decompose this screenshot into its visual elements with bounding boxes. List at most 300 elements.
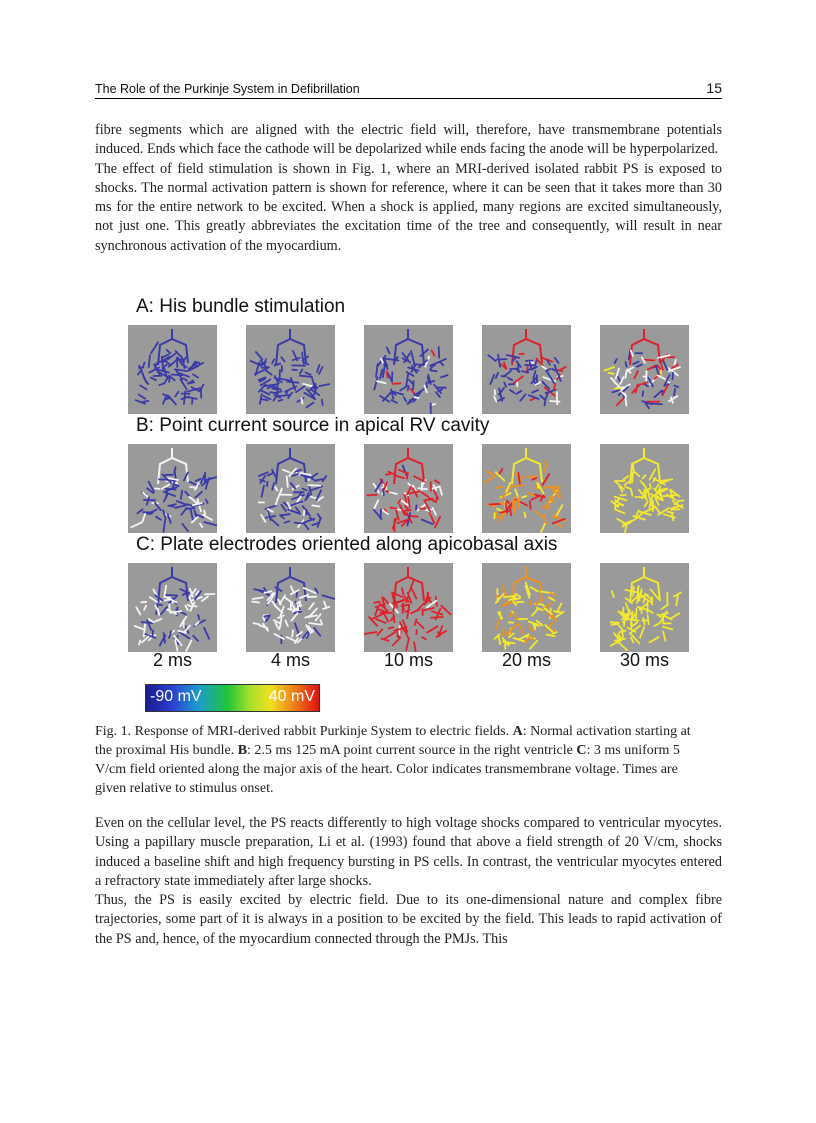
- fibre-segment: [504, 383, 506, 387]
- fibre-segment: [631, 490, 632, 495]
- fibre-segment: [521, 503, 527, 506]
- fibre-segment: [518, 473, 520, 485]
- fibre-segment: [183, 524, 188, 531]
- fibre-segment: [295, 470, 301, 472]
- fibre-segment: [514, 613, 517, 619]
- fibre-segment: [147, 620, 151, 630]
- fibre-segment: [612, 591, 614, 597]
- fibre-segment: [256, 352, 263, 360]
- fibre-segment: [435, 480, 440, 483]
- fibre-segment: [259, 472, 268, 476]
- fibre-segment: [676, 595, 678, 605]
- fibre-segment: [440, 362, 443, 365]
- fibre-segment: [196, 479, 201, 481]
- fibre-segment: [285, 521, 290, 523]
- fibre-segment: [431, 370, 437, 371]
- fibre-segment: [262, 399, 268, 400]
- fibre-segment: [385, 632, 395, 638]
- fibre-segment: [392, 400, 397, 403]
- fibre-segment: [280, 618, 282, 627]
- fibre-segment: [409, 380, 413, 384]
- fibre-segment: [264, 396, 271, 399]
- fibre-segment: [150, 597, 157, 602]
- fibre-segment: [678, 501, 684, 502]
- fibre-segment: [528, 367, 536, 370]
- fibre-segment: [264, 591, 271, 593]
- caption-label-a: A: [512, 724, 523, 739]
- fibre-segment: [429, 513, 434, 523]
- fibre-segment: [522, 496, 526, 498]
- fibre-segment: [143, 363, 144, 367]
- fibre-segment: [654, 391, 662, 398]
- fibre-segment: [431, 617, 443, 618]
- fibre-segment: [656, 485, 659, 489]
- fibre-segment: [267, 482, 268, 486]
- fibre-segment: [311, 474, 318, 478]
- fibre-segment: [188, 605, 192, 607]
- fibre-segment: [195, 492, 202, 498]
- fibre-segment: [142, 622, 153, 623]
- fibre-segment: [440, 487, 442, 495]
- fibre-segment: [625, 371, 626, 378]
- fibre-segment: [648, 615, 649, 624]
- fibre-segment: [193, 636, 198, 641]
- fibre-segment: [272, 483, 274, 490]
- fibre-segment: [643, 392, 644, 396]
- fibre-segment: [175, 392, 178, 396]
- fibre-segment: [640, 627, 644, 638]
- fibre-segment: [509, 612, 511, 617]
- fibre-segment: [283, 470, 290, 473]
- fibre-segment: [522, 371, 528, 372]
- fibre-segment: [281, 357, 284, 361]
- fibre-segment: [551, 496, 554, 500]
- purkinje-panel: [364, 563, 453, 652]
- fibre-segment: [291, 586, 293, 591]
- fibre-segment: [658, 375, 665, 379]
- fibre-segment: [163, 520, 165, 533]
- paragraph: Even on the cellular level, the PS reacts differently to high voltage shocks compared to ventricular myocytes. Using a papillary muscle preparation, Li et al. (1993) found that above a field strength of 20 V/cm, shocks induced a baseline shift and high frequency bursting in PS cells. In contrast, the ventricular myocytes entered a refractory state immediately after large shocks.: [95, 815, 722, 889]
- fibre-segment: [435, 517, 440, 528]
- his-bundle: [512, 448, 542, 484]
- fibre-segment: [142, 513, 145, 522]
- fibre-segment: [287, 476, 288, 487]
- fibre-segment: [514, 376, 523, 383]
- paragraph: Thus, the PS is easily excited by electric field. Due to its one-dimensional nature and complex fibre trajectories, some part of it is always in a position to be excited by the field. This leads to rapid activation of the PS and, hence, of the myocardium connected through the PMJs. This: [95, 892, 722, 947]
- fibre-segment: [436, 392, 440, 397]
- fibre-segment: [161, 607, 167, 614]
- fibre-segment: [630, 368, 634, 370]
- fibre-segment: [166, 492, 167, 498]
- fibre-segment: [206, 500, 208, 504]
- fibre-segment: [674, 386, 678, 387]
- fibre-segment: [634, 371, 637, 378]
- fibre-segment: [138, 370, 142, 375]
- fibre-segment: [373, 614, 384, 619]
- fibre-segment: [490, 504, 501, 505]
- fibre-segment: [615, 510, 624, 514]
- fibre-segment: [308, 485, 320, 486]
- fibre-segment: [139, 641, 140, 645]
- fibre-segment: [276, 498, 278, 504]
- purkinje-panel: [246, 444, 335, 533]
- fibre-segment: [407, 473, 408, 479]
- fibre-segment: [260, 394, 262, 404]
- purkinje-tree-drawing: [600, 325, 689, 414]
- fibre-segment: [279, 395, 290, 396]
- fibre-segment: [254, 589, 263, 591]
- fibre-segment: [633, 464, 634, 473]
- paragraph: fibre segments which are aligned with the electric field will, therefore, have transmembrane potentials induced. Ends which face the cathode will be depolarized while ends facing the anode will be hyperpolarized.: [95, 122, 722, 158]
- fibre-segment: [405, 506, 408, 509]
- purkinje-tree-drawing: [364, 444, 453, 533]
- fibre-segment: [177, 501, 187, 505]
- fibre-segment: [618, 642, 627, 651]
- fibre-segment: [541, 524, 545, 532]
- fibre-segment: [296, 508, 300, 513]
- fibre-segment: [660, 613, 668, 615]
- fibre-segment: [296, 386, 305, 392]
- fibre-segment: [655, 506, 661, 514]
- fibre-segment: [436, 497, 437, 502]
- caption-text-b: : 2.5 ms 125 mA point current source in the right ventricle: [247, 743, 577, 758]
- fibre-segment: [411, 351, 414, 363]
- fibre-segment: [383, 365, 385, 378]
- fibre-segment: [253, 597, 263, 599]
- fibre-segment: [252, 602, 259, 603]
- fibre-segment: [545, 398, 546, 405]
- fibre-segment: [496, 373, 498, 378]
- fibre-segment: [545, 461, 548, 472]
- fibre-segment: [441, 375, 448, 377]
- fibre-segment: [291, 483, 295, 488]
- fibre-segment: [500, 612, 501, 618]
- fibre-segment: [389, 627, 393, 628]
- fibre-segment: [254, 623, 260, 624]
- fibre-segment: [504, 371, 511, 377]
- fibre-segment: [165, 380, 167, 384]
- fibre-segment: [166, 595, 177, 596]
- caption-label-b: B: [237, 743, 248, 758]
- fibre-segment: [168, 506, 174, 507]
- fibre-segment: [285, 620, 287, 626]
- fibre-segment: [265, 370, 271, 375]
- fibre-segment: [645, 502, 648, 507]
- fibre-segment: [551, 593, 556, 596]
- fibre-segment: [295, 523, 303, 524]
- fibre-segment: [193, 606, 197, 607]
- fibre-segment: [374, 602, 380, 603]
- fibre-segment: [625, 590, 636, 592]
- fibre-segment: [309, 603, 314, 609]
- fibre-segment: [615, 359, 617, 363]
- fibre-segment: [558, 491, 561, 494]
- fibre-segment: [200, 524, 202, 528]
- fibre-segment: [312, 505, 319, 506]
- caption-label-c: C: [576, 743, 587, 758]
- fibre-segment: [413, 381, 414, 389]
- purkinje-panel: [128, 563, 217, 652]
- purkinje-tree-drawing: [364, 563, 453, 652]
- fibre-segment: [613, 390, 620, 393]
- fibre-segment: [556, 505, 562, 516]
- purkinje-tree-drawing: [246, 325, 335, 414]
- fibre-segment: [672, 513, 673, 520]
- fibre-segment: [301, 398, 302, 403]
- fibre-segment: [291, 602, 292, 610]
- fibre-segment: [525, 637, 530, 643]
- fibre-segment: [390, 492, 397, 494]
- body-text-top: [95, 121, 722, 256]
- fibre-segment: [631, 638, 633, 643]
- fibre-segment: [649, 637, 658, 642]
- fibre-segment: [374, 500, 378, 509]
- fibre-segment: [632, 622, 637, 626]
- fibre-segment: [498, 355, 500, 367]
- fibre-segment: [141, 602, 146, 603]
- fibre-segment: [275, 487, 277, 491]
- fibre-segment: [643, 475, 646, 478]
- fibre-segment: [530, 502, 531, 509]
- fibre-segment: [540, 396, 545, 400]
- fibre-segment: [531, 587, 538, 591]
- fibre-segment: [518, 623, 523, 633]
- colorbar-min-label: -90 mV: [150, 688, 202, 705]
- fibre-segment: [303, 489, 307, 491]
- fibre-segment: [431, 365, 435, 366]
- fibre-segment: [408, 386, 409, 390]
- fibre-segment: [619, 504, 623, 505]
- fibre-segment: [510, 390, 514, 393]
- fibre-segment: [184, 379, 187, 381]
- fibre-segment: [261, 515, 265, 522]
- purkinje-tree-drawing: [600, 444, 689, 533]
- fibre-segment: [555, 358, 559, 363]
- fibre-segment: [673, 373, 674, 380]
- fibre-segment: [164, 492, 175, 496]
- fibre-segment: [278, 615, 284, 618]
- fibre-segment: [533, 371, 535, 378]
- fibre-segment: [291, 613, 297, 621]
- fibre-segment: [319, 367, 323, 374]
- fibre-segment: [547, 372, 554, 383]
- fibre-segment: [510, 485, 522, 486]
- fibre-segment: [317, 479, 324, 480]
- fibre-segment: [142, 636, 149, 642]
- fibre-segment: [365, 632, 377, 634]
- fibre-segment: [416, 621, 424, 628]
- row-c-title: C: Plate electrodes oriented along apicobasal axis: [136, 534, 558, 555]
- fibre-segment: [300, 376, 312, 377]
- purkinje-tree-drawing: [128, 444, 217, 533]
- fibre-segment: [310, 486, 322, 490]
- fibre-segment: [191, 509, 193, 519]
- fibre-segment: [554, 611, 561, 612]
- fibre-segment: [272, 359, 274, 363]
- fibre-segment: [414, 397, 418, 398]
- fibre-segment: [181, 491, 182, 499]
- fibre-segment: [626, 603, 629, 610]
- fibre-segment: [617, 398, 624, 405]
- fibre-segment: [151, 378, 156, 381]
- fibre-segment: [441, 606, 450, 615]
- fibre-segment: [439, 347, 440, 358]
- fibre-segment: [137, 509, 142, 513]
- fibre-segment: [532, 609, 538, 615]
- time-label: 10 ms: [383, 650, 434, 670]
- fibre-segment: [432, 350, 435, 355]
- fibre-segment: [404, 397, 407, 401]
- fibre-segment: [542, 366, 546, 369]
- purkinje-tree-drawing: [482, 444, 571, 533]
- fibre-segment: [516, 594, 520, 597]
- fibre-segment: [393, 638, 400, 646]
- fibre-segment: [171, 480, 175, 481]
- purkinje-panel: [364, 325, 453, 414]
- fibre-segment: [654, 623, 660, 626]
- fibre-segment: [380, 370, 382, 379]
- purkinje-panel: [246, 325, 335, 414]
- fibre-segment: [510, 508, 511, 516]
- fibre-segment: [542, 507, 550, 508]
- fibre-segment: [407, 605, 409, 618]
- fibre-segment: [532, 390, 538, 392]
- fibre-segment: [151, 509, 157, 512]
- fibre-segment: [671, 613, 680, 618]
- fibre-segment: [508, 624, 517, 633]
- fibre-segment: [633, 587, 634, 596]
- fibre-segment: [274, 634, 283, 639]
- fibre-segment: [288, 609, 298, 610]
- fibre-segment: [281, 505, 286, 511]
- fibre-segment: [618, 377, 620, 381]
- purkinje-panel: [364, 444, 453, 533]
- fibre-segment: [377, 381, 386, 383]
- fibre-segment: [406, 638, 409, 650]
- fibre-segment: [609, 373, 614, 374]
- fibre-segment: [535, 511, 543, 518]
- fibre-segment: [204, 510, 205, 514]
- fibre-segment: [546, 393, 548, 398]
- figure-1: [120, 294, 700, 714]
- purkinje-panel: [246, 563, 335, 652]
- purkinje-tree-drawing: [600, 563, 689, 652]
- fibre-segment: [642, 382, 647, 384]
- fibre-segment: [663, 616, 664, 623]
- fibre-segment: [131, 523, 141, 528]
- fibre-segment: [504, 596, 516, 597]
- fibre-segment: [615, 497, 627, 501]
- paragraph: The effect of field stimulation is shown in Fig. 1, where an MRI-derived isolated rabbit PS is exposed to shocks. The normal activation pattern is shown for reference, where it can be seen that it takes more than 30 ms for the entire network to be excited. When a shock is applied, many regions are excited simultaneously, not just one. This greatly abbreviates the excitation time of the tree and consequently, will result in near synchronous activation of the myocardium.: [95, 160, 722, 254]
- fibre-segment: [531, 398, 535, 400]
- fibre-segment: [280, 370, 281, 379]
- fibre-segment: [499, 469, 502, 474]
- row-b-title: B: Point current source in apical RV cavity: [136, 415, 490, 436]
- fibre-segment: [281, 514, 290, 515]
- figure-caption: [95, 722, 695, 798]
- voltage-colorbar: [145, 684, 320, 712]
- fibre-segment: [378, 629, 383, 635]
- fibre-segment: [633, 362, 639, 365]
- fibre-segment: [423, 608, 434, 611]
- fibre-segment: [554, 384, 555, 390]
- fibre-segment: [387, 348, 390, 354]
- fibre-segment: [427, 626, 438, 632]
- purkinje-tree-drawing: [482, 563, 571, 652]
- fibre-segment: [637, 365, 642, 367]
- fibre-segment: [300, 370, 303, 374]
- purkinje-panel: [482, 325, 571, 414]
- fibre-segment: [322, 400, 323, 406]
- fibre-segment: [186, 508, 195, 509]
- fibre-segment: [497, 359, 507, 360]
- purkinje-tree-drawing: [128, 325, 217, 414]
- fibre-segment: [318, 514, 321, 519]
- fibre-segment: [143, 493, 148, 498]
- running-header: [95, 80, 722, 99]
- fibre-segment: [182, 365, 186, 368]
- fibre-segment: [530, 641, 537, 649]
- fibre-segment: [406, 374, 408, 386]
- fibre-segment: [431, 404, 435, 405]
- fibre-segment: [525, 513, 526, 518]
- fibre-segment: [398, 500, 400, 504]
- fibre-segment: [136, 607, 140, 614]
- fibre-segment: [193, 374, 198, 377]
- fibre-segment: [262, 486, 264, 497]
- fibre-segment: [487, 471, 494, 476]
- running-title: The Role of the Purkinje System in Defibrillation: [95, 82, 360, 96]
- fibre-segment: [661, 605, 668, 610]
- fibre-segment: [418, 488, 427, 489]
- fibre-segment: [270, 392, 277, 393]
- fibre-segment: [625, 482, 629, 485]
- fibre-segment: [315, 588, 318, 592]
- his-bundle: [276, 329, 306, 365]
- fibre-segment: [292, 474, 298, 476]
- fibre-segment: [543, 474, 550, 485]
- purkinje-tree-drawing: [128, 563, 217, 652]
- fibre-segment: [405, 510, 411, 511]
- fibre-segment: [273, 389, 278, 390]
- fibre-segment: [147, 497, 149, 505]
- fibre-segment: [309, 623, 320, 625]
- fibre-segment: [402, 588, 404, 594]
- fibre-segment: [494, 396, 496, 401]
- fibre-segment: [376, 619, 385, 623]
- fibre-segment: [181, 397, 188, 399]
- fibre-segment: [612, 624, 619, 625]
- colorbar-max-label: 40 mV: [268, 688, 315, 705]
- purkinje-tree-drawing: [364, 325, 453, 414]
- fibre-segment: [395, 476, 404, 479]
- fibre-segment: [620, 377, 623, 384]
- fibre-segment: [169, 359, 178, 366]
- fibre-segment: [400, 500, 409, 506]
- fibre-segment: [292, 630, 293, 636]
- caption-text-c: : 3 ms uniform 5 V/cm field oriented along the major axis of the heart. Color indicates transmembrane voltage. Times are given relative to stimulus onset.: [95, 743, 680, 796]
- fibre-segment: [550, 401, 559, 402]
- fibre-segment: [302, 353, 303, 359]
- fibre-segment: [139, 395, 146, 399]
- fibre-segment: [632, 473, 633, 483]
- purkinje-panel: [482, 563, 571, 652]
- fibre-segment: [497, 487, 503, 488]
- fibre-segment: [149, 619, 154, 622]
- time-label: 4 ms: [270, 650, 310, 670]
- purkinje-tree-drawing: [246, 563, 335, 652]
- page-number: 15: [706, 80, 722, 96]
